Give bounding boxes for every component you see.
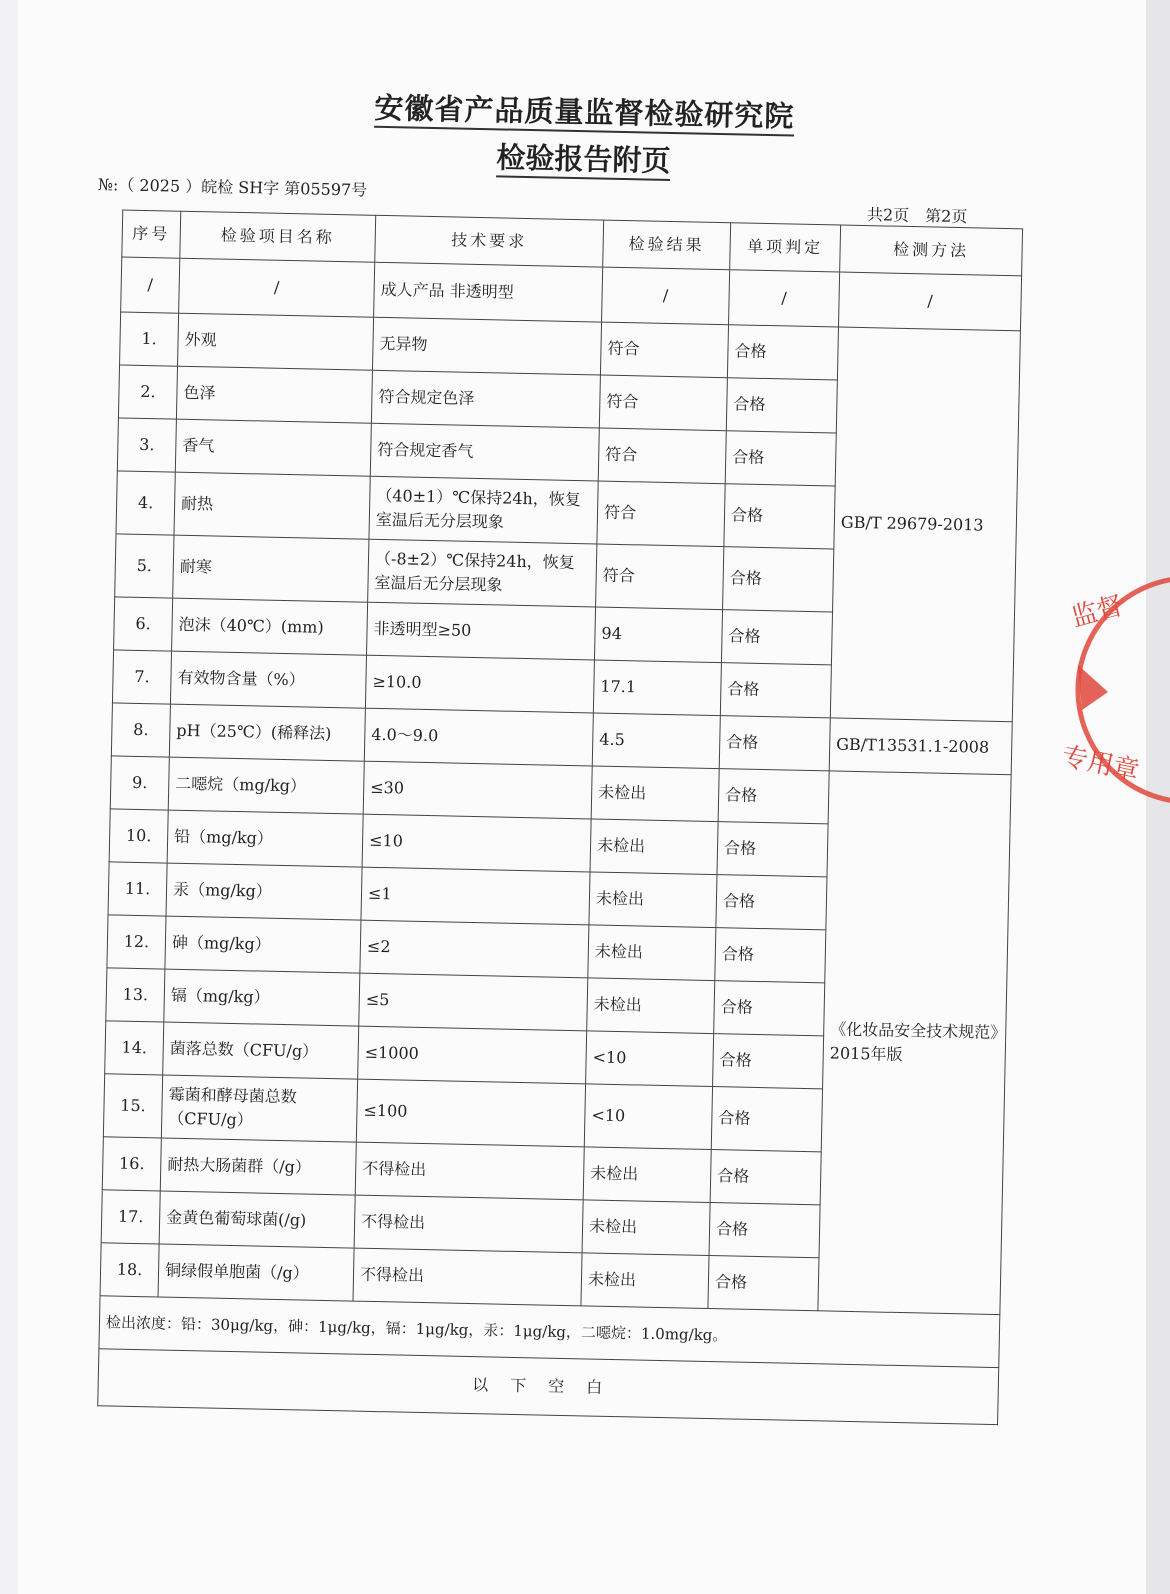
cell-result: 未检出 xyxy=(583,1147,711,1203)
header-requirement: 技术要求 xyxy=(375,215,604,267)
cell-judgement: 合格 xyxy=(724,484,835,549)
cell-judgement: 合格 xyxy=(720,663,831,718)
cell-item: 二噁烷（mg/kg） xyxy=(168,757,364,814)
cell-judgement: 合格 xyxy=(709,1203,820,1258)
cell-result: / xyxy=(602,267,730,325)
cell-requirement: 成人产品 非透明型 xyxy=(374,262,603,322)
cell-judgement: 合格 xyxy=(713,1034,824,1089)
cell-requirement: （-8±2）℃保持24h，恢复室温后无分层现象 xyxy=(368,539,597,607)
cell-requirement: ≤100 xyxy=(356,1079,585,1147)
cell-judgement: 合格 xyxy=(715,928,826,983)
cell-result: <10 xyxy=(584,1084,712,1150)
cell-result: 未检出 xyxy=(588,925,716,981)
cell-item: 铜绿假单胞菌（/g） xyxy=(158,1244,354,1301)
cell-item: 耐寒 xyxy=(173,535,369,602)
cell-item: 镉（mg/kg） xyxy=(164,969,360,1026)
cell-judgement: 合格 xyxy=(717,822,828,877)
cell-no: 8. xyxy=(111,703,170,757)
cell-no: 14. xyxy=(105,1021,164,1075)
cell-no: 17. xyxy=(101,1190,160,1244)
page-count: 共2页 第2页 xyxy=(866,205,968,227)
cell-requirement: 非透明型≥50 xyxy=(367,602,596,660)
cell-judgement: 合格 xyxy=(708,1256,819,1311)
cell-item: 砷（mg/kg） xyxy=(165,916,361,973)
cell-no: 15. xyxy=(103,1074,162,1138)
cell-item: 外观 xyxy=(178,313,374,370)
cell-method: GB/T 29679-2013 xyxy=(830,327,1020,722)
cell-requirement: ≤10 xyxy=(362,814,591,872)
cell-method: / xyxy=(838,272,1021,331)
cell-no: 7. xyxy=(112,650,171,704)
cell-no: / xyxy=(121,257,180,313)
cell-no: 11. xyxy=(108,862,167,916)
cell-item: 耐热 xyxy=(174,472,370,539)
cell-no: 1. xyxy=(120,312,179,366)
cell-result: 未检出 xyxy=(587,978,715,1034)
end-note: 以下空白 xyxy=(98,1349,999,1425)
cell-no: 10. xyxy=(109,809,168,863)
cell-result: 未检出 xyxy=(591,766,719,822)
cell-method: GB/T13531.1-2008 xyxy=(829,718,1012,775)
cell-result: 4.5 xyxy=(592,713,720,769)
cell-judgement: 合格 xyxy=(710,1150,821,1205)
cell-result: 符合 xyxy=(598,428,726,484)
cell-requirement: ≥10.0 xyxy=(365,655,594,713)
cell-judgement: / xyxy=(729,270,840,327)
cell-no: 2. xyxy=(118,365,177,419)
cell-requirement: ≤2 xyxy=(360,920,589,978)
header-no: 序号 xyxy=(122,210,181,258)
cell-item: 金黄色葡萄球菌(/g) xyxy=(159,1191,355,1248)
cell-no: 5. xyxy=(115,534,174,598)
header-item: 检验项目名称 xyxy=(180,211,376,262)
cell-judgement: 合格 xyxy=(721,610,832,665)
header-result: 检验结果 xyxy=(603,220,731,270)
cell-requirement: ≤30 xyxy=(363,761,592,819)
cell-item: 霉菌和酵母菌总数（CFU/g） xyxy=(161,1075,357,1142)
cell-no: 3. xyxy=(117,418,176,472)
cell-judgement: 合格 xyxy=(725,431,836,486)
cell-result: 未检出 xyxy=(590,819,718,875)
cell-requirement: 不得检出 xyxy=(353,1248,582,1306)
cell-item: 菌落总数（CFU/g） xyxy=(163,1022,359,1079)
cell-result: 符合 xyxy=(599,375,727,431)
cell-requirement: ≤1000 xyxy=(358,1026,587,1084)
cell-no: 9. xyxy=(110,756,169,810)
cell-requirement: （40±1）℃保持24h，恢复室温后无分层现象 xyxy=(369,476,598,544)
cell-result: 未检出 xyxy=(589,872,717,928)
cell-requirement: 符合规定色泽 xyxy=(371,370,600,428)
cell-item: 香气 xyxy=(175,419,371,476)
header-judgement: 单项判定 xyxy=(730,223,841,272)
cell-no: 16. xyxy=(102,1137,161,1191)
cell-result: 17.1 xyxy=(593,660,721,716)
cell-judgement: 合格 xyxy=(716,875,827,930)
cell-requirement: ≤1 xyxy=(361,867,590,925)
cell-result: 符合 xyxy=(600,322,728,378)
cell-requirement: 不得检出 xyxy=(355,1142,584,1200)
cell-requirement: 无异物 xyxy=(372,317,601,375)
cell-item: 汞（mg/kg） xyxy=(166,863,362,920)
cell-result: 符合 xyxy=(597,481,725,547)
svg-text:监督: 监督 xyxy=(1068,590,1127,633)
cell-no: 18. xyxy=(100,1243,159,1297)
cell-item: 色泽 xyxy=(176,366,372,423)
inspection-table xyxy=(97,209,1023,1425)
cell-judgement: 合格 xyxy=(711,1087,822,1152)
cell-no: 12. xyxy=(107,915,166,969)
institute-title: 安徽省产品质量监督检验研究院 xyxy=(139,81,1030,141)
cell-result: 未检出 xyxy=(581,1253,709,1309)
cell-judgement: 合格 xyxy=(718,769,829,824)
cell-method: 《化妆品安全技术规范》2015年版 xyxy=(818,771,1011,1315)
cell-result: 符合 xyxy=(596,544,724,610)
svg-text:专用章: 专用章 xyxy=(1059,741,1142,787)
cell-no: 4. xyxy=(116,471,175,535)
official-seal xyxy=(1059,570,1142,810)
cell-judgement: 合格 xyxy=(723,547,834,612)
cell-result: 94 xyxy=(594,607,722,663)
cell-judgement: 合格 xyxy=(727,325,838,380)
cell-result: 未检出 xyxy=(582,1200,710,1256)
cell-no: 6. xyxy=(114,597,173,651)
cell-requirement: 4.0～9.0 xyxy=(364,708,593,766)
cell-judgement: 合格 xyxy=(714,981,825,1036)
cell-judgement: 合格 xyxy=(726,378,837,433)
report-number: №:（ 2025 ）皖检 SH字 第05597号 xyxy=(97,174,368,200)
header-method: 检测方法 xyxy=(840,225,1023,276)
detection-note: 检出浓度：铅：30μg/kg，砷：1μg/kg，镉：1μg/kg，汞：1μg/kg，二噁烷：1.0mg/kg。 xyxy=(99,1296,1000,1368)
cell-requirement: 符合规定香气 xyxy=(370,423,599,481)
cell-item: 铅（mg/kg） xyxy=(167,810,363,867)
cell-judgement: 合格 xyxy=(719,716,830,771)
cell-no: 13. xyxy=(106,968,165,1022)
report-page xyxy=(72,80,1030,1425)
cell-item: 耐热大肠菌群（/g） xyxy=(160,1138,356,1195)
cell-item: / xyxy=(179,258,375,317)
report-subtitle: 检验报告附页 xyxy=(138,128,1029,188)
cell-item: 泡沫（40℃）(mm) xyxy=(172,598,368,655)
cell-result: <10 xyxy=(586,1031,714,1087)
cell-requirement: ≤5 xyxy=(359,973,588,1031)
cell-requirement: 不得检出 xyxy=(354,1195,583,1253)
cell-item: 有效物含量（%） xyxy=(170,651,366,708)
cell-item: pH（25℃）(稀释法) xyxy=(169,704,365,761)
